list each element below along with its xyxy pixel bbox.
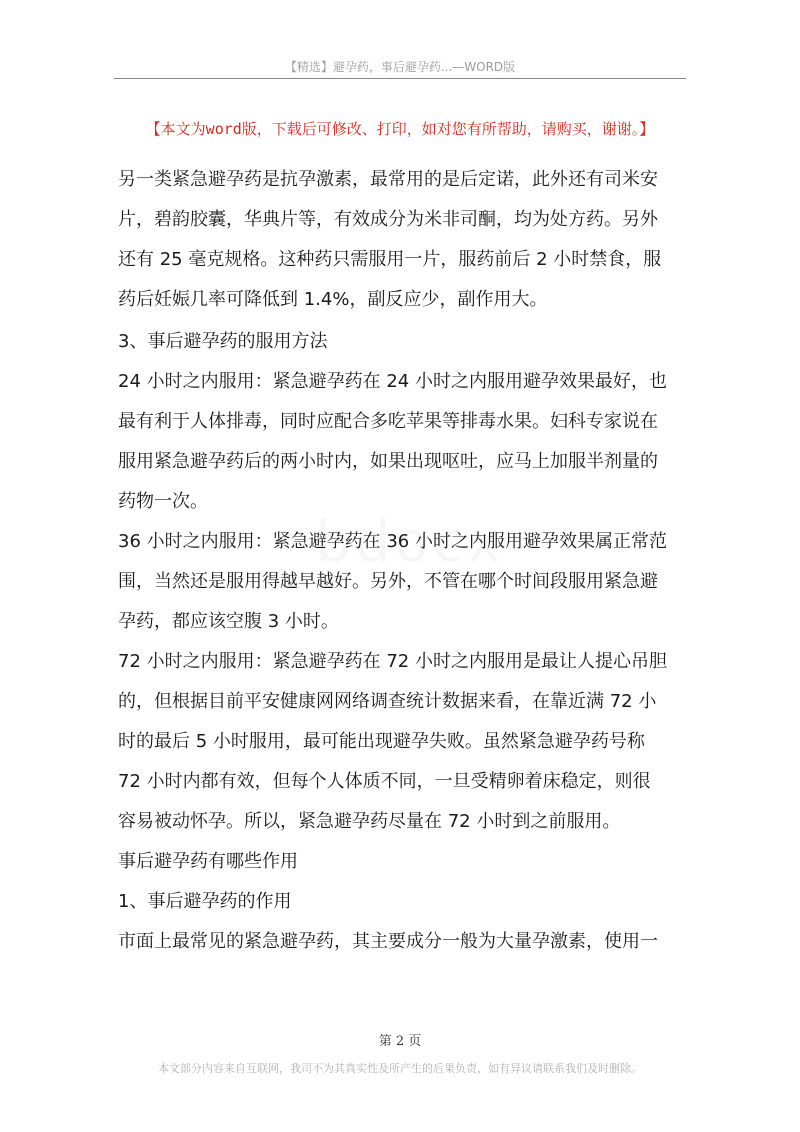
text-line: 还有 25 毫克规格。这种药只需服用一片，服药前后 2 小时禁食，服 — [118, 249, 662, 270]
section-heading: 1、事后避孕药的作用 — [118, 891, 292, 912]
text-line: 最有利于人体排毒，同时应配合多吃苹果等排毒水果。妇科专家说在 — [118, 411, 658, 432]
page-footer: 本文部分内容来自互联网，我司不为其真实性及所产生的后果负责，如有异议请联系我们及时删除。 — [158, 1062, 642, 1075]
text-line: 时的最后 5 小时服用，最可能出现避孕失败。虽然紧急避孕药号称 — [118, 731, 645, 752]
text-line: 72 小时内都有效，但每个人体质不同，一旦受精卵着床稳定，则很 — [118, 771, 651, 792]
section-heading: 事后避孕药有哪些作用 — [118, 851, 298, 872]
text-line: 药物一次。 — [118, 491, 208, 512]
text-line: 24 小时之内服用：紧急避孕药在 24 小时之内服用避孕效果最好，也 — [118, 371, 667, 392]
page-header: 【精选】避孕药，事后避孕药...—WORD版 — [284, 60, 516, 74]
page-number: 第 2 页 — [378, 1034, 422, 1049]
text-line: 围，当然还是服用得越早越好。另外，不管在哪个时间段服用紧急避 — [118, 571, 658, 592]
text-line: 的，但根据目前平安健康网网络调查统计数据来看，在靠近满 72 小 — [118, 691, 657, 712]
text-line: 72 小时之内服用：紧急避孕药在 72 小时之内服用是最让人提心吊胆 — [118, 651, 667, 672]
header-divider — [114, 78, 686, 79]
text-line: 孕药，都应该空腹 3 小时。 — [118, 611, 339, 632]
document-body — [118, 160, 684, 962]
text-line: 36 小时之内服用：紧急避孕药在 36 小时之内服用避孕效果属正常范 — [118, 531, 667, 552]
text-line: 服用紧急避孕药后的两小时内，如果出现呕吐，应马上加服半剂量的 — [118, 451, 658, 472]
text-line: 片，碧韵胶囊，华典片等，有效成分为米非司酮，均为处方药。另外 — [118, 209, 658, 230]
document-notice: 【本文为word版，下载后可修改、打印，如对您有所帮助，请购买，谢谢。】 — [145, 120, 655, 138]
text-line: 容易被动怀孕。所以，紧急避孕药尽量在 72 小时到之前服用。 — [118, 811, 621, 832]
text-line: 药后妊娠几率可降低到 1.4%，副反应少，副作用大。 — [118, 289, 548, 310]
text-line: 另一类紧急避孕药是抗孕激素，最常用的是后定诺，此外还有司米安 — [118, 169, 658, 190]
section-heading: 3、事后避孕药的服用方法 — [118, 331, 328, 352]
text-line: 市面上最常见的紧急避孕药，其主要成分一般为大量孕激素，使用一 — [118, 931, 658, 952]
